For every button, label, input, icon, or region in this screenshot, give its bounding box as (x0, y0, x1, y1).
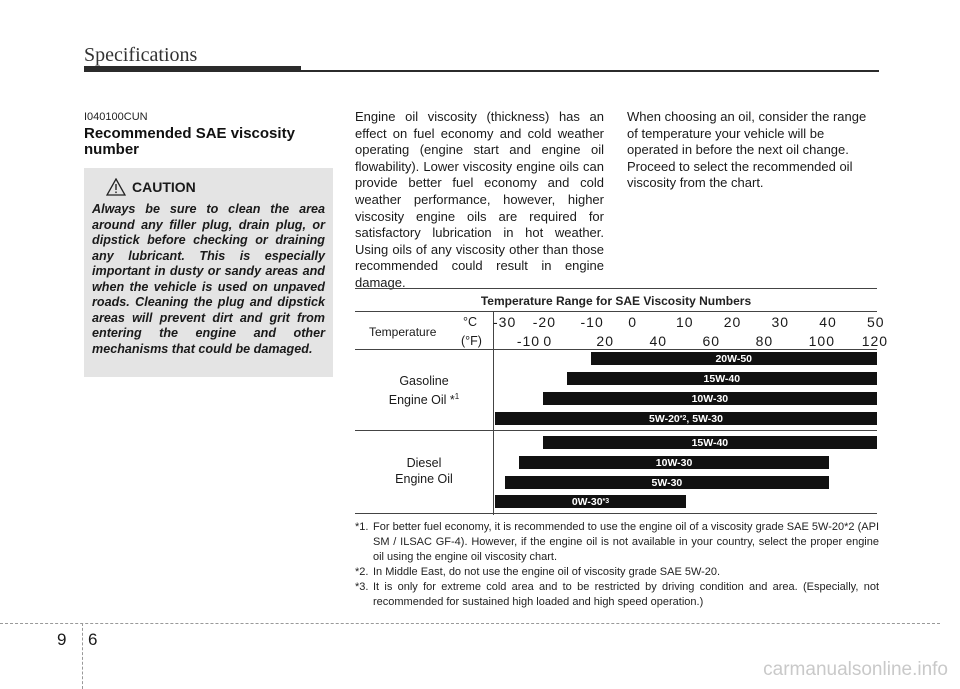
watermark: carmanualsonline.info (763, 659, 948, 680)
fahrenheit-tick-label: 0 (543, 333, 553, 349)
viscosity-bar (591, 352, 878, 365)
viscosity-bar-label: 5W-20 (649, 412, 680, 425)
temperature-label: Temperature (369, 325, 437, 339)
gasoline-label-sup: 1 (454, 392, 460, 401)
footnote-mark: *1. (355, 521, 369, 533)
viscosity-bar (567, 372, 877, 385)
gasoline-label-line-2 (355, 389, 493, 408)
celsius-tick-label: 30 (771, 314, 790, 330)
section-code: I040100CUN (84, 111, 148, 123)
celsius-tick-label: 40 (819, 314, 837, 330)
footnote-item (355, 520, 879, 565)
viscosity-bar-footnote: *2 (679, 415, 687, 422)
viscosity-bar (495, 412, 877, 425)
viscosity-bar-label: 20W-50 (715, 352, 753, 365)
celsius-tick-label: -20 (532, 314, 556, 330)
viscosity-bar-label: 0W-30 (571, 495, 603, 508)
chart-divider (355, 430, 877, 431)
caution-header (106, 178, 325, 196)
viscosity-bar (543, 436, 877, 449)
footer-rule (0, 623, 940, 624)
gasoline-label-text: Engine Oil * (388, 393, 455, 408)
viscosity-chart (355, 288, 889, 514)
footnotes (355, 520, 879, 610)
chart-divider (355, 311, 877, 312)
footnote-mark: *2. (355, 566, 369, 578)
celsius-tick-label: 50 (867, 314, 885, 330)
header-rule-thin (301, 70, 879, 72)
fahrenheit-tick-label: 20 (596, 333, 614, 349)
diesel-label-line-1: Diesel (406, 456, 442, 470)
gasoline-label-line-1: Gasoline (399, 374, 449, 388)
viscosity-bar (505, 476, 830, 489)
caution-box (84, 168, 333, 377)
diesel-label-line-2: Engine Oil (395, 472, 453, 486)
fahrenheit-tick-label: 100 (808, 333, 835, 349)
celsius-tick-label: 20 (723, 314, 742, 330)
fahrenheit-tick-label: 80 (755, 333, 774, 349)
page-number-chapter: 9 (57, 630, 67, 649)
footnote-text: It is only for extreme cold area and to be restricted by driving condition and area. (Especially, not recommended for sustained high loaded and high speed operation.) (373, 581, 879, 608)
footnote-mark: *3. (355, 581, 369, 593)
caution-text: Always be sure to clean the area around any filler plug, drain plug, or dipstick before checking or draining any lubricant. This is especially important in dusty or sandy areas and when the vehicle is used on unpaved roads. Cleaning the plug and dipstick areas will prevent dirt and grit from entering the engine and other mechanisms that could be damaged. (92, 202, 325, 356)
fahrenheit-tick-label: 120 (861, 333, 889, 349)
gasoline-row-label (355, 373, 493, 408)
page-number-page: 6 (88, 630, 98, 649)
diesel-row-label (355, 455, 493, 487)
celsius-tick-label: 10 (676, 314, 694, 330)
viscosity-bar-label-suffix: , 5W-30 (686, 412, 723, 425)
chart-divider (355, 349, 877, 350)
section-title: Recommended SAE viscosity number (84, 125, 295, 158)
page-header-title: Specifications (84, 44, 198, 66)
celsius-tick-label: 0 (628, 314, 638, 330)
viscosity-bar-label: 5W-30 (651, 476, 683, 489)
fahrenheit-unit-label: (°F) (461, 334, 482, 348)
viscosity-bar-footnote: *3 (602, 498, 610, 505)
viscosity-bar (543, 392, 877, 405)
footnote-item (355, 580, 879, 610)
chart-column-divider (493, 311, 494, 515)
footnote-text: In Middle East, do not use the engine oil of viscosity grade SAE 5W-20. (373, 566, 721, 578)
header-rule-thick (84, 66, 301, 72)
chart-title: Temperature Range for SAE Viscosity Numbers (480, 294, 752, 308)
viscosity-bar-label: 10W-30 (655, 456, 693, 469)
fahrenheit-tick-label: -10 (516, 333, 541, 349)
celsius-tick-label: -30 (493, 314, 517, 330)
celsius-unit-label: °C (463, 315, 478, 329)
viscosity-bar (519, 456, 829, 469)
viscosity-bar-label: 10W-30 (691, 392, 729, 405)
fahrenheit-tick-label: 40 (649, 333, 668, 349)
viscosity-bar-label: 15W-40 (691, 436, 729, 449)
celsius-tick-label: -10 (580, 314, 604, 330)
viscosity-paragraph: Engine oil viscosity (thickness) has an effect on fuel economy and cold weather operating (engine start and engine oil flowability). Lower viscosity engine oils can provide better fuel economy and cold weather performance, however, higher viscosity engine oils are required for satisfactory lubrication in hot weather. Using oils of any viscosity other than those recommended could result in engine damage. (355, 109, 604, 290)
footnote-text: For better fuel economy, it is recommended to use the engine oil of a viscosity grade SAE 5W-20*2 (API SM / ILSAC GF-4). However, if the engine oil is not available in your country, select the proper engine oil using the engine oil viscosity chart. (373, 521, 879, 563)
fahrenheit-tick-label: 60 (702, 333, 721, 349)
warning-triangle-icon (106, 178, 126, 196)
choosing-oil-paragraph: When choosing an oil, consider the range of temperature your vehicle will be operated in before the next oil change. Proceed to select the recommended oil viscosity from the chart. (627, 109, 867, 191)
caution-title: CAUTION (132, 179, 196, 195)
viscosity-bar-label: 15W-40 (703, 372, 741, 385)
footnote-item (355, 565, 879, 580)
viscosity-bar (495, 495, 686, 508)
footer-divider (82, 623, 83, 689)
